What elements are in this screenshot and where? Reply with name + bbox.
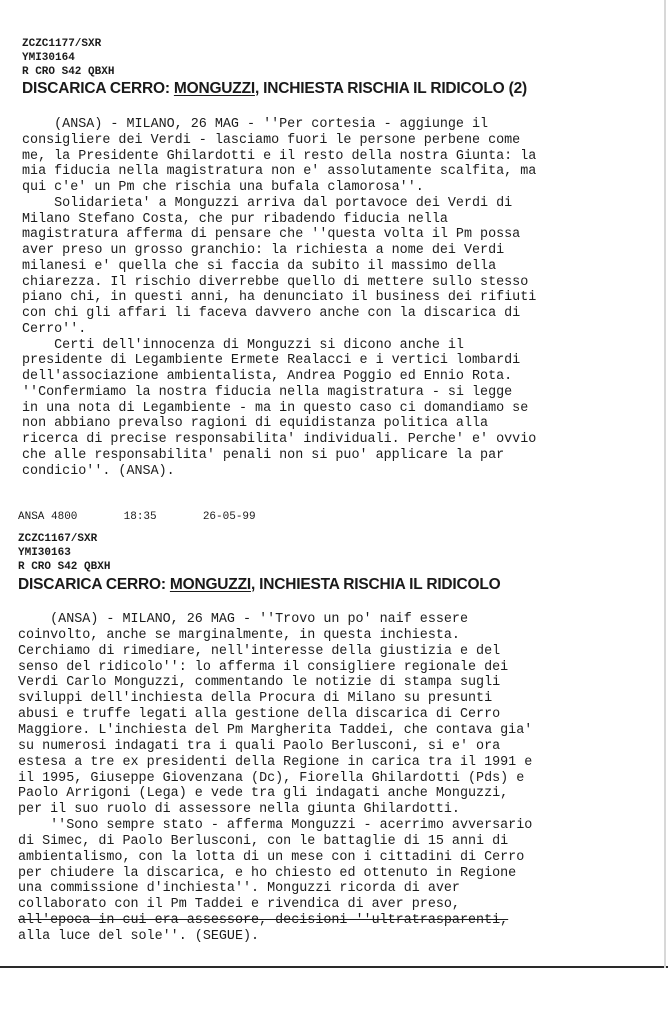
doc2-header-line: R CRO S42 QBXH — [18, 561, 111, 573]
body-line: per chiudere la discarica, e ho chiesto ed ottenuto in Regione — [18, 865, 517, 881]
body-line: abusi e truffe legati alla gestione della discarica di Cerro — [18, 707, 501, 723]
body-line: ''Confermiamo la nostra fiducia nella magistratura - si legge — [22, 384, 513, 400]
body-line: coinvolto, anche se marginalmente, in questa inchiesta. — [18, 627, 460, 643]
body-line: in una nota di Legambiente - ma in questo caso ci domandiamo se — [22, 400, 529, 416]
body-line: non abbiano prevalso ragioni di equidistanza politica alla — [22, 416, 489, 432]
body-line: Maggiore. L'inchiesta del Pm Margherita Taddei, che contava gia' — [18, 722, 533, 738]
doc1-header-line: ZCZC1177/SXR — [22, 38, 102, 50]
body-line: Milano Stefano Costa, che pur ribadendo fiducia nella — [22, 211, 448, 227]
doc2-header-line: YMI30163 — [18, 547, 71, 559]
body-line: con chi gli affari li faceva davvero anche con la discarica di — [22, 306, 521, 321]
body-line: presidente di Legambiente Ermete Realacci e i vertici lombardi — [22, 353, 521, 369]
body-line: (ANSA) - MILANO, 26 MAG - ''Trovo un po' naif essere — [18, 612, 468, 627]
doc1-title-name: MONGUZZI — [173, 80, 255, 97]
doc1-header-line: YMI30164 — [22, 52, 75, 64]
body-line: il 1995, Giuseppe Giovenzana (Dc), Fiorella Ghilardotti (Pds) e — [18, 770, 525, 786]
page-bottom-edge — [0, 966, 668, 968]
doc1-footer: ANSA 4800 18:35 26-05-99 — [18, 511, 256, 523]
body-line: una commissione d'inchiesta''. Monguzzi ricorda di aver — [18, 881, 460, 897]
body-line: qui c'e' un Pm che rischia una bufala clamorosa''. — [22, 180, 424, 195]
doc1-title-suffix: , INCHIESTA RISCHIA IL RIDICOLO (2) — [254, 80, 527, 97]
body-line: condicio''. (ANSA). — [22, 463, 175, 479]
body-line: Verdi Carlo Monguzzi, commentando le notizie di stampa sugli — [18, 675, 501, 691]
body-line: Cerro''. — [22, 321, 87, 337]
body-line: ''Sono sempre stato - afferma Monguzzi - acerrimo avversario — [18, 818, 533, 834]
doc1-title — [22, 80, 527, 98]
doc1-title-prefix: DISCARICA CERRO: — [22, 80, 174, 97]
body-line: chiarezza. Il rischio diverrebbe quello di mettere sullo stesso — [22, 274, 529, 290]
body-line: Cerchiamo di rimediare, nell'interesse della giustizia e del — [18, 643, 501, 659]
body-line: Certi dell'innocenza di Monguzzi si dicono anche il — [22, 337, 464, 353]
body-line: estesa a tre ex presidenti della Regione in carica tra il 1991 e — [18, 754, 533, 770]
body-line: collaborato con il Pm Taddei e rivendica di aver preso, — [18, 897, 460, 913]
body-line: piano chi, in questi anni, ha denunciato il business dei rifiuti — [22, 290, 537, 306]
body-line: (ANSA) - MILANO, 26 MAG - ''Per cortesia - aggiunge il — [22, 117, 489, 132]
body-line: su numerosi indagati tra i quali Paolo Berlusconi, si e' ora — [18, 738, 501, 754]
doc2-title-suffix: , INCHIESTA RISCHIA IL RIDICOLO — [250, 576, 501, 593]
body-line: Solidarieta' a Monguzzi arriva dal portavoce dei Verdi di — [22, 195, 513, 211]
page-right-edge — [664, 0, 666, 968]
body-line: mia fiducia nella magistratura non e' assolutamente scalfita, ma — [22, 164, 537, 180]
body-line: consigliere dei Verdi - lasciamo fuori le persone perbene come — [22, 132, 521, 148]
doc2-title-prefix: DISCARICA CERRO: — [18, 576, 170, 593]
body-line: ricerca di precise responsabilita' individuali. Perche' e' ovvio — [22, 432, 537, 447]
body-line: ambientalismo, con la lotta di un mese con i cittadini di Cerro — [18, 849, 525, 865]
body-line: di Simec, di Paolo Berlusconi, con le battaglie di 15 anni di — [18, 833, 509, 849]
body-line: milanesi e' quella che si faccia da subito il massimo della — [22, 258, 497, 274]
body-line: che alle responsabilita' penali non si puo' applicare la par — [22, 447, 505, 463]
body-line: sviluppi dell'inchiesta della Procura di Milano su presunti — [18, 691, 493, 707]
body-line: Paolo Arrigoni (Lega) e vede tra gli indagati anche Monguzzi, — [18, 786, 509, 802]
body-line: alla luce del sole''. (SEGUE). — [18, 929, 260, 944]
body-line: dell'associazione ambientalista, Andrea Poggio ed Ennio Rota. — [22, 369, 513, 384]
body-line: me, la Presidente Ghilardotti e il resto della nostra Giunta: la — [22, 148, 537, 164]
doc1-header-line: R CRO S42 QBXH — [22, 66, 115, 78]
body-line: all'epoca in cui era assessore, decisioni ''ultratrasparenti, — [18, 913, 509, 929]
doc2-header-line: ZCZC1167/SXR — [18, 533, 98, 545]
body-line: magistratura afferma di pensare che ''questa volta il Pm possa — [22, 227, 521, 243]
body-line: senso del ridicolo'': lo afferma il consigliere regionale dei — [18, 659, 509, 675]
body-line: per il suo ruolo di assessore nella giunta Ghilardotti. — [18, 802, 460, 818]
doc2-title — [18, 576, 501, 594]
body-line: aver preso un grosso granchio: la richiesta a nome dei Verdi — [22, 243, 505, 258]
doc2-title-name: MONGUZZI — [169, 576, 251, 593]
